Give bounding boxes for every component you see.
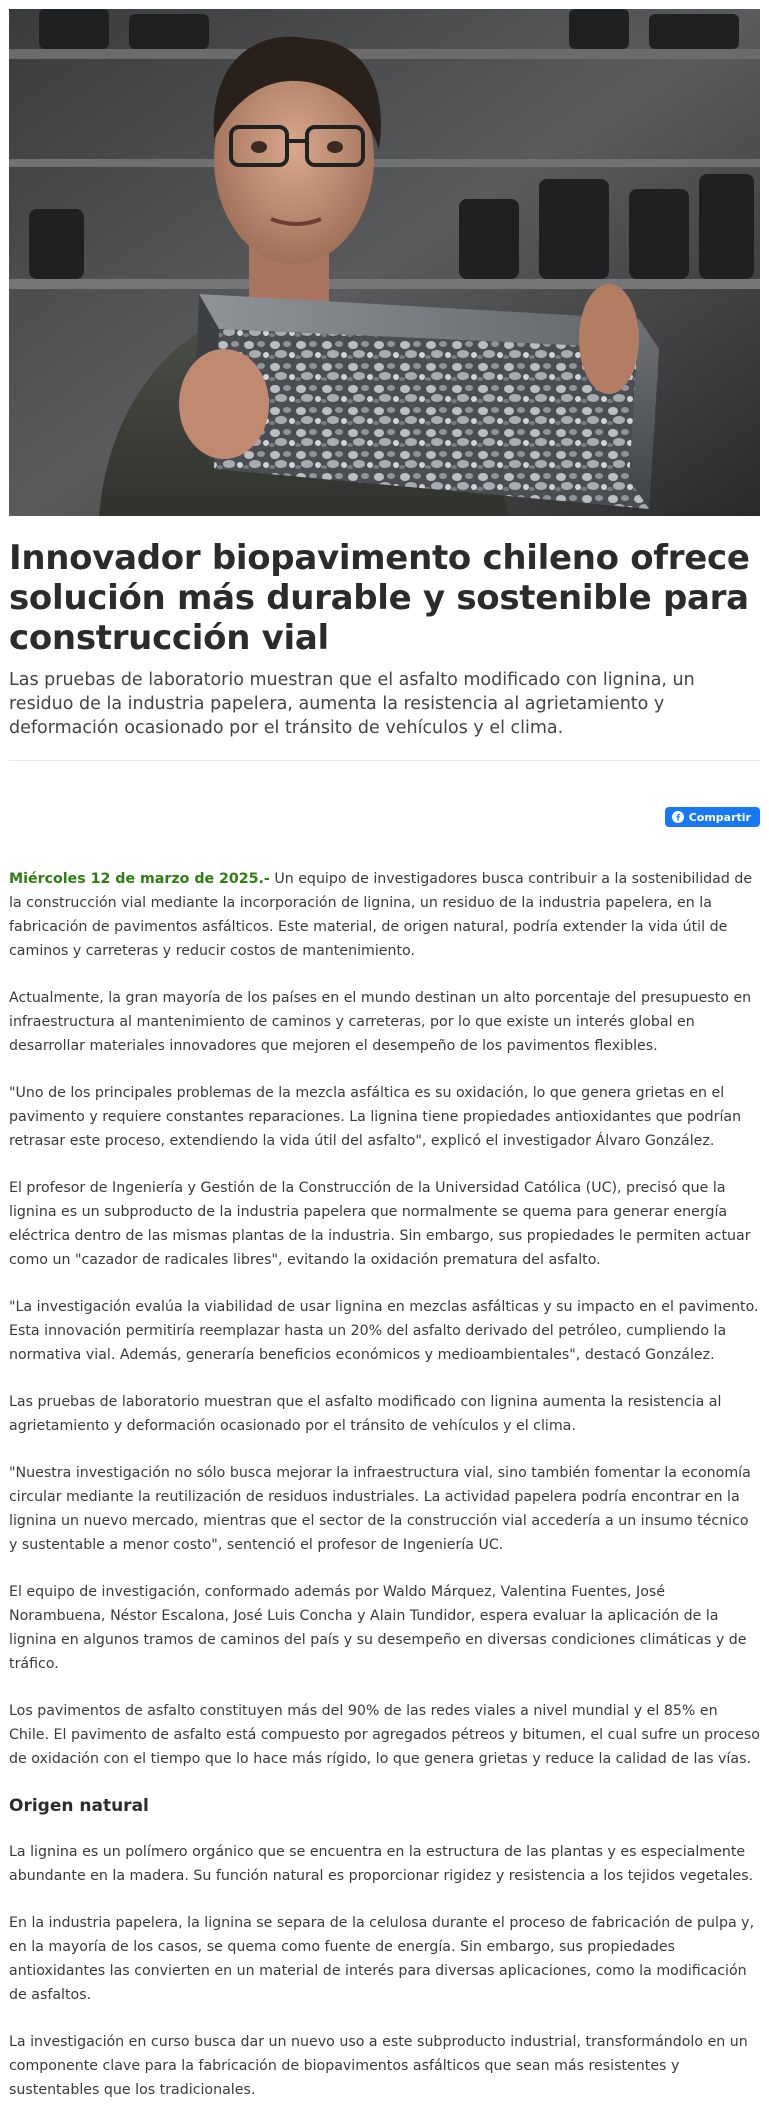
share-button-label: Compartir [688, 810, 751, 824]
paragraph: "Uno de los principales problemas de la mezcla asfáltica es su oxidación, lo que genera grietas en el pavimento y requiere constantes reparaciones. La lignina tiene propiedades antioxidantes que podrían retrasar este proceso, extendiendo la vida útil del asfalto", explicó el investigador Álvaro González. [9, 1085, 742, 1149]
facebook-share-button[interactable] [665, 807, 760, 827]
researcher-holding-asphalt-sample-photo [9, 9, 760, 516]
share-row [9, 807, 760, 835]
hero-image [9, 9, 760, 516]
paragraph: "Nuestra investigación no sólo busca mejorar la infraestructura vial, sino también fomentar la economía circular mediante la reutilización de residuos industriales. La actividad papelera podría encontrar en la lignina un nuevo mercado, mientras que el sector de la construcción vial accedería a un insumo técnico y sustentable a menor costo", sentenció el profesor de Ingeniería UC. [9, 1465, 751, 1553]
paragraph: "La investigación evalúa la viabilidad de usar lignina en mezclas asfálticas y su impacto en el pavimento. Esta innovación permitiría reemplazar hasta un 20% del asfalto derivado del petróleo, cumpliendo la normativa vial. Además, generaría beneficios económicos y medioambientales", destacó González. [9, 1299, 759, 1363]
divider [9, 760, 760, 761]
paragraph: Las pruebas de laboratorio muestran que el asfalto modificado con lignina aumenta la resistencia al agrietamiento y deformación ocasionado por el tránsito de vehículos y el clima. [9, 1394, 722, 1434]
article-headline: Innovador biopavimento chileno ofrece solución más durable y sostenible para construcción vial [9, 538, 750, 658]
lead-paragraph [9, 867, 760, 963]
article-body [9, 867, 760, 2102]
lead-text: Un equipo de investigadores busca contribuir a la sostenibilidad de la construcción vial mediante la incorporación de lignina, un residuo de la industria papelera, en la fabricación de pavimentos asfálticos. Este material, de origen natural, podría extender la vida útil de caminos y carreteras y reducir costos de mantenimiento. [9, 871, 753, 959]
paragraph: Los pavimentos de asfalto constituyen más del 90% de las redes viales a nivel mundial y el 85% en Chile. El pavimento de asfalto está compuesto por agregados pétreos y bitumen, el cual sufre un proceso de oxidación con el tiempo que lo hace más rígido, lo que genera grietas y reduce la calidad de las vías. [9, 1703, 760, 1767]
paragraph: La lignina es un polímero orgánico que se encuentra en la estructura de las plantas y es especialmente abundante en la madera. Su función natural es proporcionar rigidez y resistencia a los tejidos vegetales. [9, 1844, 754, 1884]
dateline: Miércoles 12 de marzo de 2025.- [9, 871, 270, 887]
paragraph: La investigación en curso busca dar un nuevo uso a este subproducto industrial, transformándolo en un componente clave para la fabricación de biopavimentos asfálticos que sean más resistentes y sustentables que los tradicionales. [9, 2034, 748, 2098]
article-page [9, 9, 760, 2125]
paragraph: El profesor de Ingeniería y Gestión de la Construcción de la Universidad Católica (UC), precisó que la lignina es un subproducto de la industria papelera que normalmente se quema para generar energía eléctrica dentro de las mismas plantas de la industria. Sin embargo, sus propiedades le permiten actuar como un "cazador de radicales libres", evitando la oxidación prematura del asfalto. [9, 1180, 751, 1268]
paragraph: El equipo de investigación, conformado además por Waldo Márquez, Valentina Fuentes, José Norambuena, Néstor Escalona, José Luis Concha y Alain Tundidor, espera evaluar la aplicación de la lignina en algunos tramos de caminos del país y su desempeño en diversas condiciones climáticas y de tráfico. [9, 1584, 747, 1672]
article-subtitle: Las pruebas de laboratorio muestran que el asfalto modificado con lignina, un residuo de la industria papelera, aumenta la resistencia al agrietamiento y deformación ocasionado por el tránsito de vehículos y el clima. [9, 670, 695, 738]
facebook-icon [672, 811, 684, 823]
paragraph: En la industria papelera, la lignina se separa de la celulosa durante el proceso de fabricación de pulpa y, en la mayoría de los casos, se quema como fuente de energía. Sin embargo, sus propiedades antioxidantes las convierten en un material de interés para diversas aplicaciones, como la modificación de asfaltos. [9, 1915, 755, 2003]
paragraph: Actualmente, la gran mayoría de los países en el mundo destinan un alto porcentaje del presupuesto en infraestructura al mantenimiento de caminos y carreteras, por lo que existe un interés global en desarrollar materiales innovadores que mejoren el desempeño de los pavimentos flexibles. [9, 990, 752, 1054]
section-heading: Origen natural [9, 1796, 149, 1816]
